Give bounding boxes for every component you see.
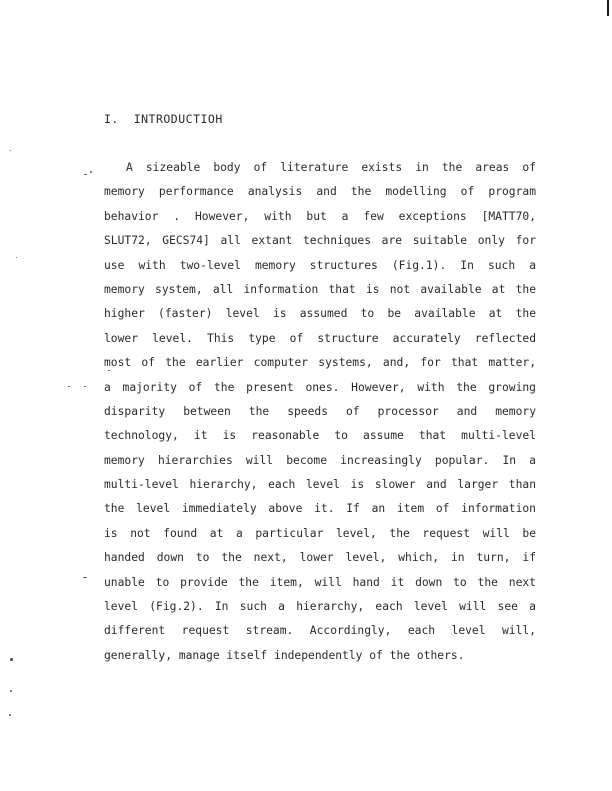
scan-speck — [83, 577, 87, 578]
paragraph-line: multi-level hierarchy, each level is slower and larger than — [104, 478, 536, 492]
paragraph-line: is not found at a particular level, the request will be — [104, 526, 536, 540]
scan-speck — [90, 171, 92, 173]
scan-speck — [68, 386, 70, 387]
scan-speck — [16, 257, 17, 258]
paragraph-line: A sizeable body of literature exists in the areas of — [126, 161, 536, 174]
paragraph-line: SLUT72, GECS74] all extant techniques are suitable only for — [104, 234, 536, 248]
scan-speck — [9, 714, 11, 716]
paragraph-line: most of the earlier computer systems, and, for that matter, — [104, 356, 536, 370]
scan-speck — [10, 658, 13, 661]
paragraph-line: the level immediately above it. If an item of information — [104, 502, 536, 516]
scan-speck — [10, 690, 12, 692]
paragraph-line: different request stream. Accordingly, each level will, — [104, 624, 536, 638]
scan-speck — [84, 174, 87, 175]
paragraph-line: use with two-level memory structures (Fig.1). In such a — [104, 258, 536, 272]
paragraph-line: memory performance analysis and the modelling of program — [104, 185, 536, 199]
section-heading: I. INTRODUCTIOH — [104, 112, 223, 126]
paragraph-line: memory system, all information that is not available at the — [104, 282, 536, 296]
page-edge-mark — [607, 0, 609, 16]
paragraph-line: unable to provide the item, will hand it down to the next — [104, 575, 536, 589]
paragraph-line: generally, manage itself independently of the others. — [104, 648, 465, 662]
paragraph-line: disparity between the speeds of processor and memory — [104, 404, 536, 418]
paragraph-line: technology, it is reasonable to assume that multi-level — [104, 429, 536, 443]
introduction-paragraph — [104, 161, 536, 673]
paragraph-line: handed down to the next, lower level, which, in turn, if — [104, 551, 536, 565]
paragraph-line: level (Fig.2). In such a hierarchy, each level will see a — [104, 600, 536, 614]
scan-speck — [108, 370, 110, 371]
paragraph-line: a majority of the present ones. However, with the growing — [104, 380, 536, 394]
paragraph-line: memory hierarchies will become increasingly popular. In a — [104, 453, 536, 467]
scan-speck — [10, 150, 11, 151]
paragraph-line: behavior . However, with but a few exceptions [MATT70, — [104, 209, 536, 223]
paragraph-line: higher (faster) level is assumed to be available at the — [104, 307, 536, 321]
paragraph-line: lower level. This type of structure accurately reflected — [104, 331, 536, 345]
scan-speck — [84, 386, 86, 387]
